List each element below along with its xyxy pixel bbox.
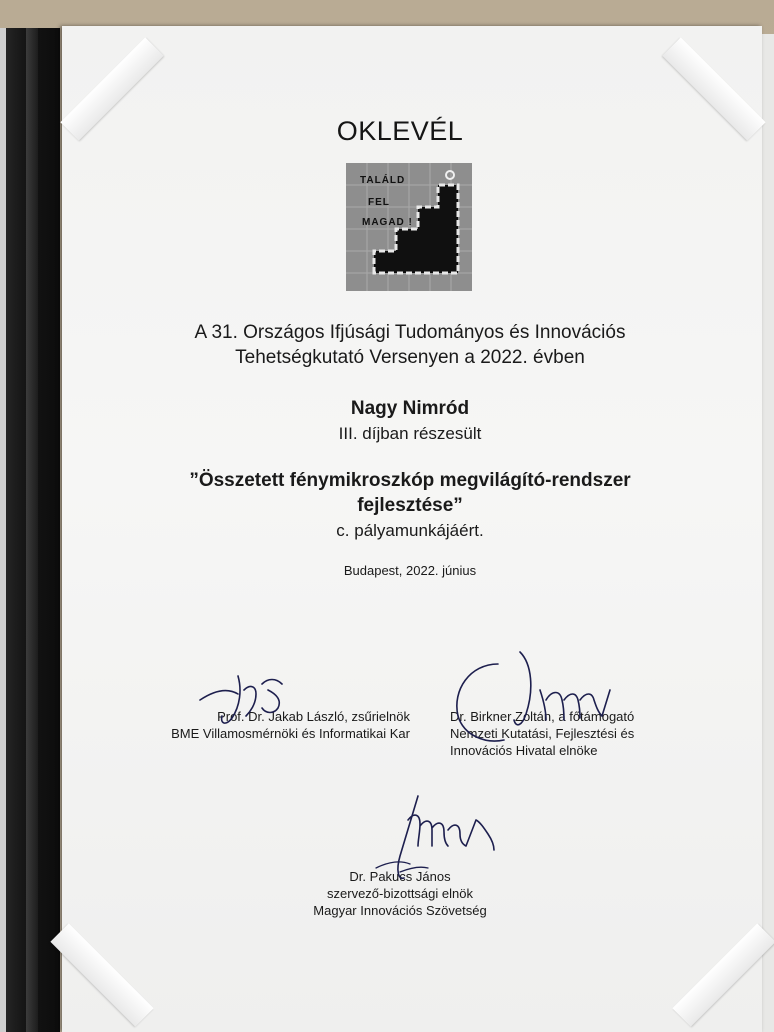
logo-text-line-2: FEL: [368, 197, 390, 208]
folder-left-edge: [0, 28, 6, 1032]
certificate-title: OKLEVÉL: [336, 116, 464, 146]
signatory-pakucs-line-1: Dr. Pakucs János: [349, 869, 451, 884]
signatory-pakucs-line-2: szervező-bizottsági elnök: [327, 886, 473, 901]
recipient-name: Nagy Nimród: [350, 398, 470, 419]
work-title-line-1: ”Összetett fénymikroszkóp megvilágító-rendszer: [189, 470, 631, 491]
signatory-birkner-line-3: Innovációs Hivatal elnöke: [450, 743, 598, 758]
signatory-pakucs: [260, 868, 540, 919]
logo-text-line-3: MAGAD !: [362, 217, 413, 228]
signatory-jakab: [140, 708, 410, 742]
folder-spine: [26, 28, 38, 1032]
work-title-line-2: fejlesztése”: [357, 495, 463, 516]
place-and-date: Budapest, 2022. június: [343, 563, 477, 578]
signatory-jakab-line-1: Prof. Dr. Jakab László, zsűrielnök: [217, 709, 410, 724]
signatory-birkner: [450, 708, 650, 759]
competition-line-2: Tehetségkutató Versenyen a 2022. évben: [235, 347, 585, 368]
competition-logo: [346, 163, 472, 291]
signatory-birkner-line-1: Dr. Birkner Zoltán, a főtámogató: [450, 709, 635, 724]
signatory-pakucs-line-3: Magyar Innovációs Szövetség: [313, 903, 487, 918]
logo-text-line-1: TALÁLD: [360, 175, 406, 186]
signatory-jakab-line-2: BME Villamosmérnöki és Informatikai Kar: [171, 726, 410, 741]
work-suffix: c. pályamunkájáért.: [336, 521, 484, 540]
award-text: III. díjban részesült: [338, 424, 482, 443]
signatory-birkner-line-2: Nemzeti Kutatási, Fejlesztési és: [450, 726, 635, 741]
competition-line-1: A 31. Országos Ifjúsági Tudományos és Innovációs: [194, 322, 626, 343]
